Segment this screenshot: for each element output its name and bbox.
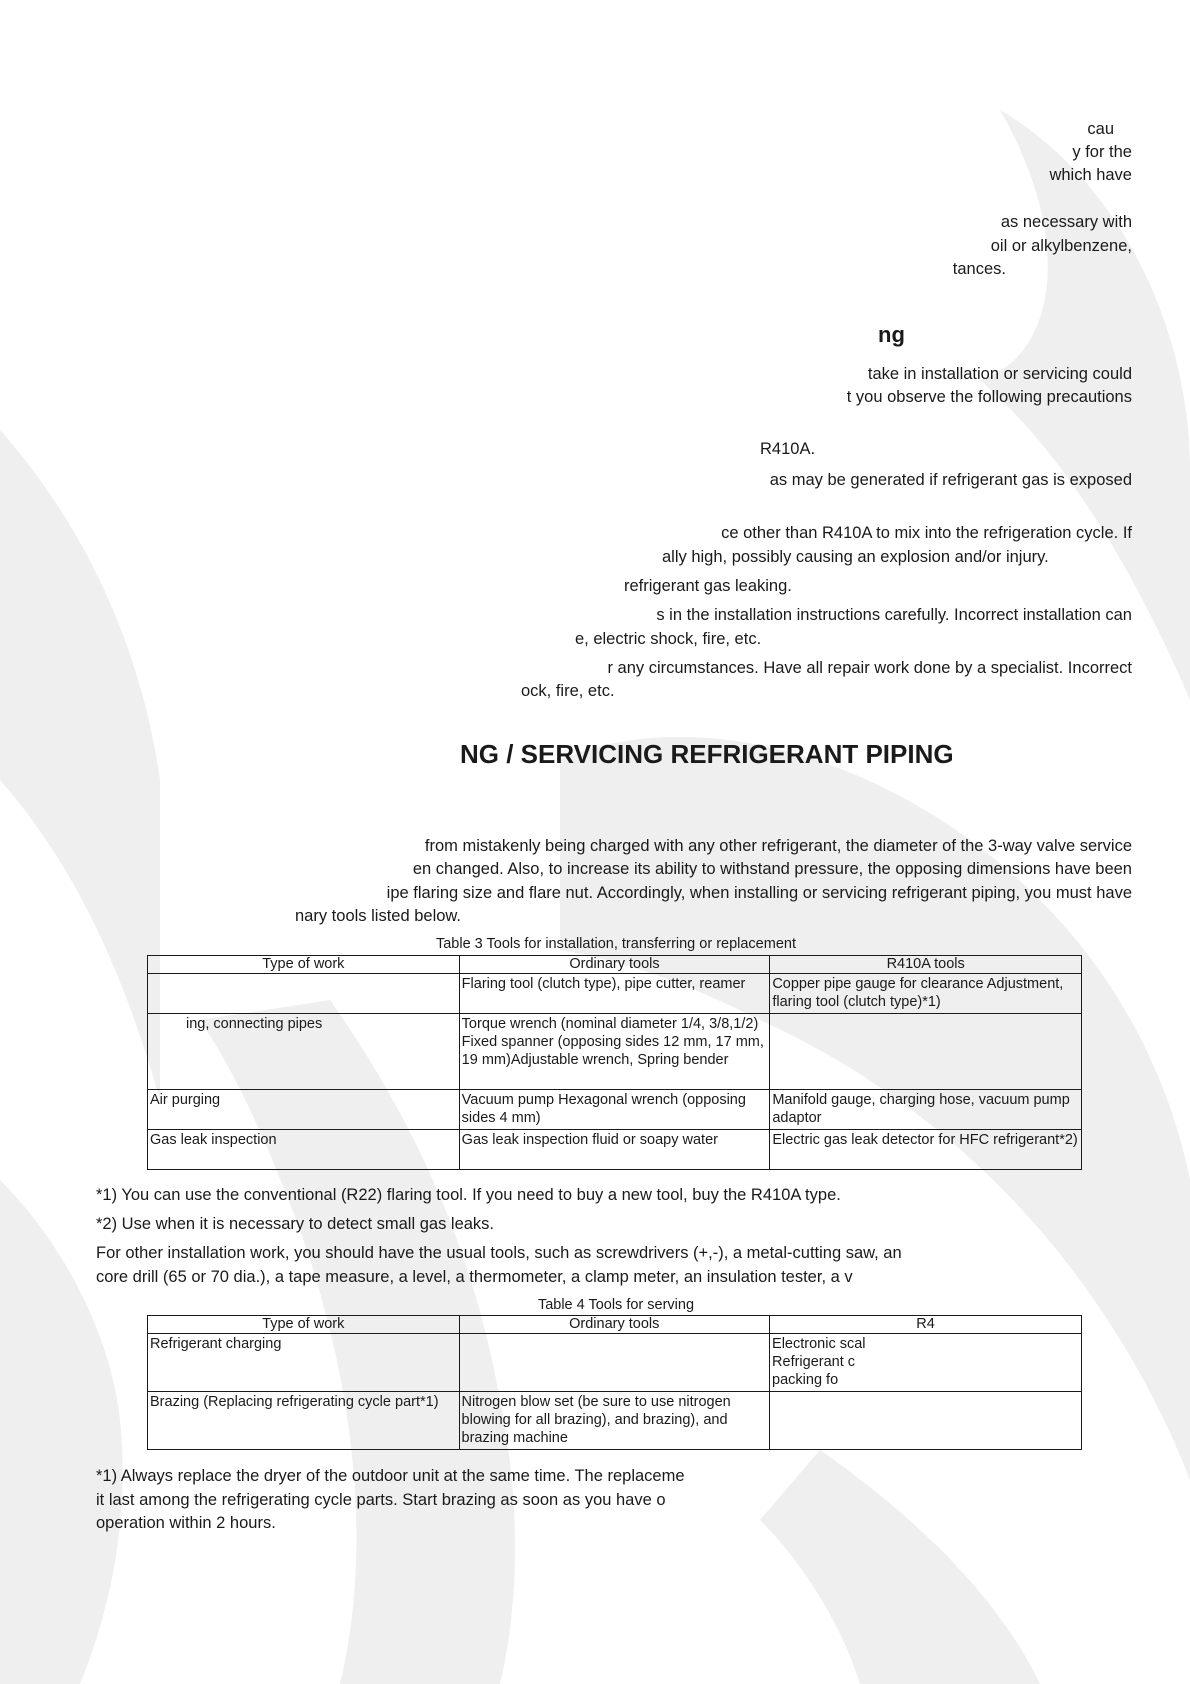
table3-caption: Table 3 Tools for installation, transferring or replacement (435, 936, 796, 952)
warning-line: e, electric shock, fire, etc. (575, 630, 762, 648)
warning-line: ally high, possibly causing an explosion and/or injury. (662, 548, 1049, 566)
top-fragment-line: cau (1087, 120, 1114, 138)
table-cell: Vacuum pump Hexagonal wrench (opposing sides 4 mm) (459, 1090, 770, 1130)
table-row (148, 1392, 1082, 1450)
table-row (148, 1090, 1082, 1130)
footnote-line: *1) Always replace the dryer of the outdoor unit at the same time. The replaceme (96, 1467, 685, 1485)
warning-line: ock, fire, etc. (521, 682, 615, 700)
header-cell: Ordinary tools (459, 1316, 770, 1334)
top-fragment-line: as necessary with (1000, 213, 1132, 231)
intro-line: nary tools listed below. (295, 907, 462, 925)
intro-line: ipe flaring size and flare nut. Accordingly, when installing or servicing refrigerant piping, you must have (386, 884, 1132, 902)
table4-caption: Table 4 Tools for serving (537, 1297, 695, 1313)
table-cell: Gas leak inspection (148, 1130, 460, 1170)
warning-line: t you observe the following precautions (846, 388, 1132, 406)
table-row (148, 974, 1082, 1014)
intro-line: from mistakenly being charged with any other refrigerant, the diameter of the 3-way valve service (424, 837, 1132, 855)
top-fragment-line: y for the (1072, 143, 1132, 161)
table-cell (770, 1014, 1082, 1090)
warning-line: ce other than R410A to mix into the refrigeration cycle. If (721, 524, 1132, 542)
table-cell: Manifold gauge, charging hose, vacuum pump adaptor (770, 1090, 1082, 1130)
table-cell: Refrigerant charging (148, 1334, 460, 1392)
table-cell (148, 974, 460, 1014)
table-cell: Electric gas leak detector for HFC refrigerant*2) (770, 1130, 1082, 1170)
section-heading-piping: NG / SERVICING REFRIGERANT PIPING (460, 739, 954, 769)
table-cell: Electronic scal Refrigerant c packing fo (770, 1334, 1082, 1392)
top-fragment-line: oil or alkylbenzene, (990, 237, 1132, 255)
table-header-row (148, 956, 1082, 974)
warning-line: r any circumstances. Have all repair work done by a specialist. Incorrect (607, 659, 1132, 677)
header-cell: Ordinary tools (459, 956, 770, 974)
footnote-line: *1) You can use the conventional (R22) flaring tool. If you need to buy a new tool, buy the R410A type. (96, 1186, 841, 1204)
paragraph-line: core drill (65 or 70 dia.), a tape measure, a level, a thermometer, a clamp meter, an insulation tester, a v (96, 1268, 853, 1286)
table-cell: ing, connecting pipes (148, 1014, 460, 1090)
table-cell (770, 1392, 1082, 1450)
table3-tools (147, 955, 1082, 1170)
header-cell: R410A tools (770, 956, 1082, 974)
table4-tools (147, 1315, 1082, 1450)
top-fragment-line: tances. (952, 260, 1006, 278)
table-cell: Brazing (Replacing refrigerating cycle part*1) (148, 1392, 460, 1450)
warning-line: s in the installation instructions carefully. Incorrect installation can (656, 606, 1132, 624)
table-cell: Torque wrench (nominal diameter 1/4, 3/8,1/2) Fixed spanner (opposing sides 12 mm, 17 mm, 19 mm)Adjustable wrench, Spring bender (459, 1014, 770, 1090)
top-fragment-line: which have (1049, 166, 1132, 184)
table-row (148, 1334, 1082, 1392)
table-cell: Nitrogen blow set (be sure to use nitrogen blowing for all brazing), and brazing), and brazing machine (459, 1392, 770, 1450)
table-row (148, 1014, 1082, 1090)
table-cell (459, 1334, 770, 1392)
paragraph-line: For other installation work, you should have the usual tools, such as screwdrivers (+,-), a metal-cutting saw, an (96, 1244, 902, 1262)
footnote-line: it last among the refrigerating cycle parts. Start brazing as soon as you have o (96, 1491, 666, 1509)
warning-line: as may be generated if refrigerant gas is exposed (769, 471, 1132, 489)
warning-line: take in installation or servicing could (867, 365, 1132, 383)
section-heading-warning: ng (878, 322, 905, 347)
warning-line: R410A. (760, 440, 816, 458)
footnote-line: *2) Use when it is necessary to detect small gas leaks. (96, 1215, 495, 1233)
table-cell: Air purging (148, 1090, 460, 1130)
table-cell: Flaring tool (clutch type), pipe cutter, reamer (459, 974, 770, 1014)
intro-line: en changed. Also, to increase its ability to withstand pressure, the opposing dimensions have been (412, 860, 1132, 878)
table-header-row (148, 1316, 1082, 1334)
footnote-line: operation within 2 hours. (96, 1514, 276, 1532)
table-row (148, 1130, 1082, 1170)
table-cell: Copper pipe gauge for clearance Adjustment, flaring tool (clutch type)*1) (770, 974, 1082, 1014)
header-cell: R4 (770, 1316, 1082, 1334)
warning-line: refrigerant gas leaking. (624, 577, 792, 595)
table-cell: Gas leak inspection fluid or soapy water (459, 1130, 770, 1170)
header-cell: Type of work (148, 1316, 460, 1334)
header-cell: Type of work (148, 956, 460, 974)
